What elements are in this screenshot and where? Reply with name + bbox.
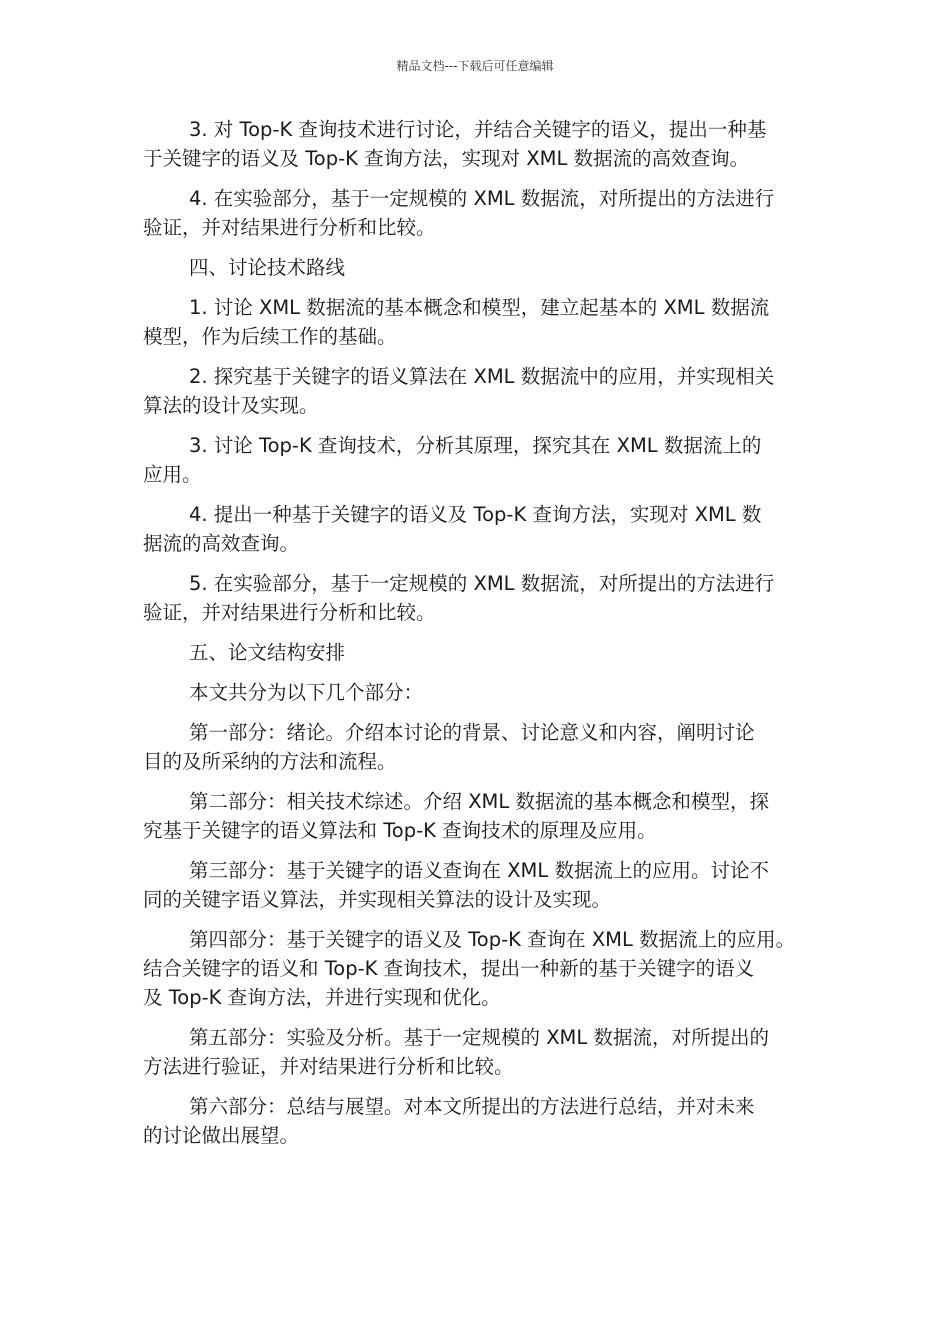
paragraph-line: 结合关键字的语义和 Top-K 查询技术，提出一种新的基于关键字的语义 [143,957,755,980]
paragraph [143,1023,815,1081]
paragraph-line: 3. 对 Top-K 查询技术进行讨论，并结合关键字的语义，提出一种基 [189,118,767,141]
paragraph [143,115,815,173]
page-header: 精品文档---下载后可任意编辑 [396,59,554,73]
paragraph-line: 据流的高效查询。 [143,532,300,555]
paragraph-line: 同的关键字语义算法，并实现相关算法的设计及实现。 [143,888,612,911]
paragraph-line: 应用。 [143,463,202,486]
paragraph-line: 2. 探究基于关键字的语义算法在 XML 数据流中的应用，并实现相关 [189,365,775,388]
paragraph-line: 4. 在实验部分，基于一定规模的 XML 数据流，对所提出的方法进行 [189,187,775,210]
paragraph-line: 的讨论做出展望。 [143,1124,300,1147]
paragraph-line: 本文共分为以下几个部分： [189,681,424,704]
paragraph-line: 五、论文结构安排 [189,641,346,664]
paragraph-line: 验证，并对结果进行分析和比较。 [143,601,436,624]
paragraph-line: 于关键字的语义及 Top-K 查询方法，实现对 XML 数据流的高效查询。 [143,147,750,170]
paragraph [143,500,815,558]
paragraph-line: 3. 讨论 Top-K 查询技术，分析其原理，探究其在 XML 数据流上的 [189,434,762,457]
paragraph-line: 目的及所采纳的方法和流程。 [143,750,397,773]
paragraph [143,787,815,845]
paragraph [143,569,815,627]
paragraph [143,856,815,914]
paragraph [143,1092,815,1150]
paragraph [143,678,815,707]
paragraph-line: 第五部分：实验及分析。基于一定规模的 XML 数据流，对所提出的 [189,1026,769,1049]
paragraph-line: 第四部分：基于关键字的语义及 Top-K 查询在 XML 数据流上的应用。 [189,928,796,951]
paragraph-line: 四、讨论技术路线 [189,256,346,279]
paragraph-line: 验证，并对结果进行分析和比较。 [143,216,436,239]
paragraph [143,925,815,1012]
paragraph [143,431,815,489]
paragraph-line: 方法进行验证，并对结果进行分析和比较。 [143,1055,514,1078]
section-heading [143,638,815,667]
paragraph-line: 第三部分：基于关键字的语义查询在 XML 数据流上的应用。讨论不 [189,859,769,882]
document-body [143,115,815,1161]
paragraph-line: 5. 在实验部分，基于一定规模的 XML 数据流，对所提出的方法进行 [189,572,775,595]
paragraph-line: 4. 提出一种基于关键字的语义及 Top-K 查询方法，实现对 XML 数 [189,503,762,526]
paragraph-line: 算法的设计及实现。 [143,394,319,417]
paragraph [143,718,815,776]
paragraph-line: 第二部分：相关技术综述。介绍 XML 数据流的基本概念和模型，探 [189,790,769,813]
paragraph [143,293,815,351]
paragraph-line: 1. 讨论 XML 数据流的基本概念和模型，建立起基本的 XML 数据流 [189,296,770,319]
paragraph-line: 及 Top-K 查询方法，并进行实现和优化。 [143,986,501,1009]
paragraph [143,362,815,420]
paragraph-line: 究基于关键字的语义算法和 Top-K 查询技术的原理及应用。 [143,819,657,842]
section-heading [143,253,815,282]
paragraph-line: 第一部分：绪论。介绍本讨论的背景、讨论意义和内容，阐明讨论 [189,721,755,744]
paragraph-line: 第六部分：总结与展望。对本文所提出的方法进行总结，并对未来 [189,1095,755,1118]
paragraph-line: 模型，作为后续工作的基础。 [143,325,397,348]
paragraph [143,184,815,242]
